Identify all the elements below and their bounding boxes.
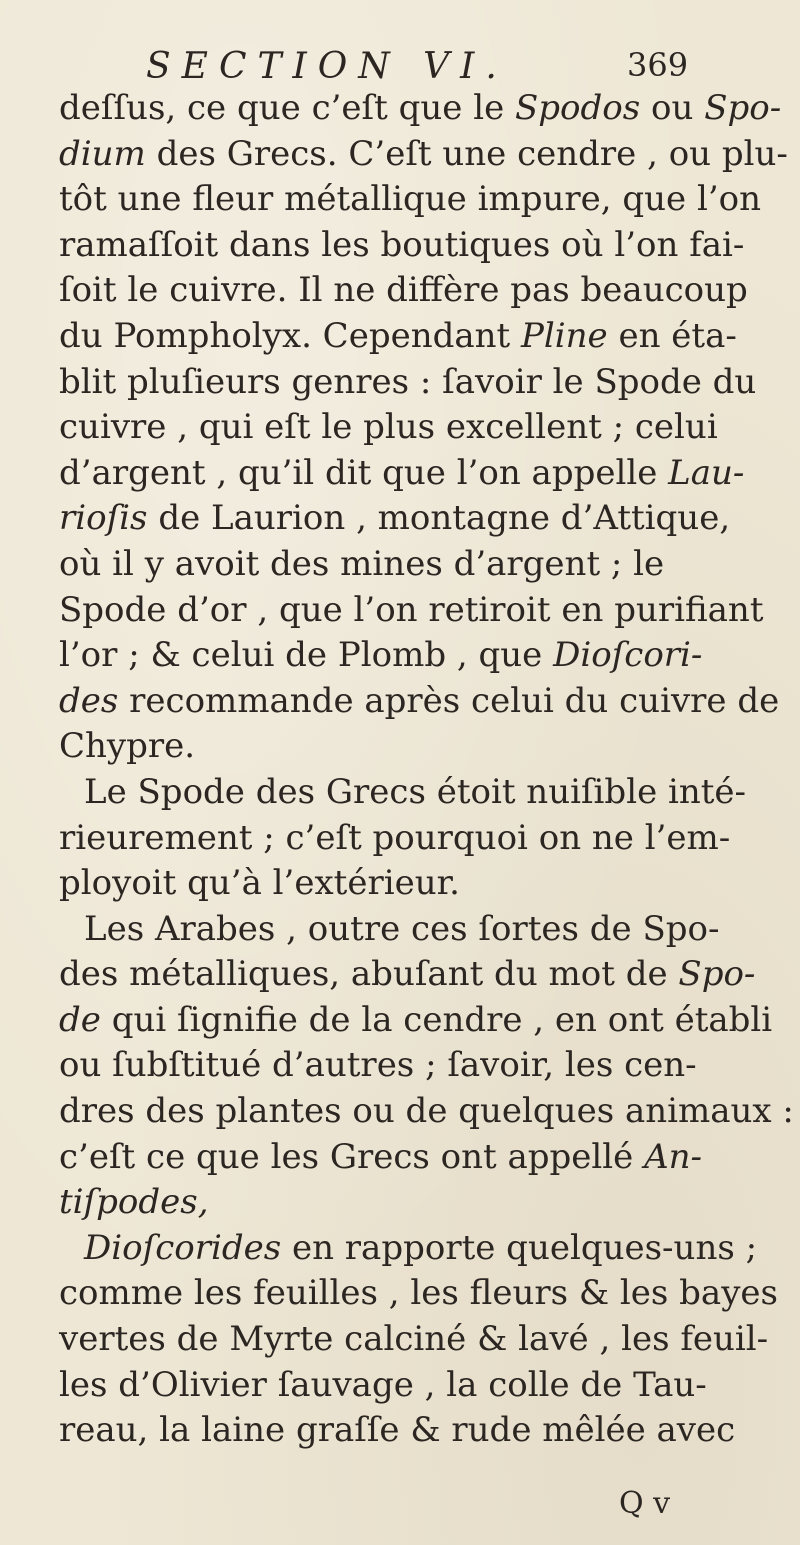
italic-run: Dioſcori- [553, 635, 703, 676]
text-line [59, 907, 749, 953]
text-line [59, 314, 749, 360]
text-run: ployoit qu’à l’extérieur. [59, 863, 460, 904]
text-run: Les Arabes , outre ces ſortes de Spo- [84, 908, 720, 949]
text-line [59, 1271, 778, 1317]
text-run: de Laurion , montagne d’Attique, [147, 498, 731, 539]
text-line [59, 724, 749, 770]
text-run: des Grecs. C’eſt une cendre , ou plu- [145, 133, 788, 174]
text-line [59, 542, 749, 588]
text-run: vertes de Myrte calciné & lavé , les feuil- [59, 1319, 769, 1360]
text-run: où il y avoit des mines d’argent ; le [59, 543, 665, 584]
text-line [59, 679, 780, 725]
text-line [59, 861, 749, 907]
text-line [59, 588, 764, 634]
text-run: d’argent , qu’il dit que l’on appelle [59, 452, 669, 493]
italic-run: rioſis [59, 498, 148, 539]
page-number: 369 [627, 46, 689, 84]
italic-run: dium [59, 133, 146, 174]
text-run: des métalliques, abuſant du mot de [59, 954, 679, 995]
text-run: Le Spode des Grecs étoit nuiſible inté- [84, 771, 747, 812]
text-line [59, 1363, 749, 1409]
text-run: rieurement ; c’eſt pourquoi on ne l’em- [59, 817, 731, 858]
text-run: recommande après celui du cuivre de [118, 680, 780, 721]
text-run: dres des plantes ou de quelques animaux : [59, 1091, 794, 1132]
text-run: en éta- [607, 315, 737, 356]
text-line [59, 952, 756, 998]
italic-run: Lau- [668, 452, 745, 493]
text-line [59, 1089, 794, 1135]
text-run: les d’Olivier ſauvage , la colle de Tau- [59, 1364, 707, 1405]
text-line [59, 223, 749, 269]
text-line [59, 451, 749, 497]
text-run: comme les feuilles , les fleurs & les bayes [59, 1273, 778, 1314]
text-run: ſoit le cuivre. Il ne diffère pas beaucoup [59, 270, 748, 311]
text-run: deſſus, ce que c’eſt que le [59, 88, 515, 128]
text-line [59, 816, 749, 862]
text-line [59, 496, 749, 542]
text-run: ou ſubſtitué d’autres ; ſavoir, les cen- [59, 1045, 697, 1086]
italic-run: Spodos [515, 88, 641, 128]
italic-run: Pline [521, 315, 608, 356]
italic-run: de [59, 999, 101, 1040]
italic-run: Spo- [678, 954, 756, 995]
text-line [59, 405, 749, 451]
text-run: c’eſt ce que les Grecs ont appellé [59, 1136, 645, 1177]
running-title: SECTION VI. [146, 46, 508, 87]
text-run: Chypre. [59, 726, 196, 767]
text-line [59, 360, 757, 406]
italic-run: Spo- [704, 88, 782, 128]
text-line [59, 1180, 749, 1226]
text-line [59, 1408, 749, 1454]
text-line [59, 998, 773, 1044]
body-text [59, 86, 794, 1454]
text-run: reau, la laine graſſe & rude mêlée avec [59, 1410, 736, 1451]
text-line [59, 1135, 749, 1181]
signature-mark: Q v [619, 1486, 671, 1521]
text-run: tôt une fleur métallique impure, que l’on [59, 179, 761, 220]
text-line [59, 1317, 769, 1363]
text-run: ramaſſoit dans les boutiques où l’on fai- [59, 224, 745, 265]
text-line [59, 633, 749, 679]
text-line [59, 177, 761, 223]
italic-run: An- [644, 1136, 703, 1177]
italic-run: tiſpodes, [59, 1182, 209, 1223]
text-run: du Pompholyx. Cependant [59, 315, 522, 356]
text-line [59, 1226, 758, 1272]
text-run: l’or ; & celui de Plomb , que [59, 635, 554, 676]
italic-run: des [59, 680, 119, 721]
text-run: Spode d’or , que l’on retiroit en purifiant [59, 589, 764, 630]
text-run: en rapporte quelques-uns ; [281, 1227, 758, 1268]
text-line [59, 86, 782, 132]
text-line [59, 132, 788, 178]
text-run: cuivre , qui eſt le plus excellent ; celui [59, 407, 718, 448]
text-line [59, 268, 749, 314]
text-line [59, 770, 749, 816]
text-run: blit pluſieurs genres : ſavoir le Spode du [59, 361, 757, 402]
text-line [59, 1043, 749, 1089]
text-run: qui ſignifie de la cendre , en ont établi [100, 999, 773, 1040]
text-run: ou [640, 88, 705, 128]
italic-run: Dioſcorides [84, 1227, 282, 1268]
